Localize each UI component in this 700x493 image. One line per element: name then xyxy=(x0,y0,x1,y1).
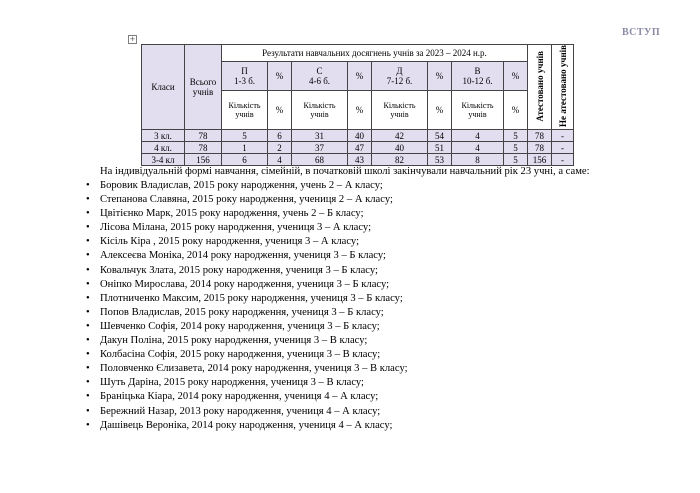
count-header: Кількість учнів xyxy=(452,91,504,130)
level-s-header: С 4-6 б. xyxy=(292,62,348,91)
count-header: Кількість учнів xyxy=(222,91,268,130)
value-cell: 1 xyxy=(222,142,268,154)
value-cell: 4 xyxy=(268,154,292,166)
list-item: • Лісова Мілана, 2015 року народження, учениця 3 – А класу; xyxy=(86,221,408,235)
value-cell: 47 xyxy=(348,142,372,154)
bullet-icon: • xyxy=(86,335,90,347)
list-item: • Шевченко Софія, 2014 року народження, учениця 3 – Б класу; xyxy=(86,320,408,334)
value-cell: - xyxy=(552,154,574,166)
list-item: • Колбасіна Софія, 2015 року народження, учениця 3 – В класу; xyxy=(86,348,408,362)
value-cell: 31 xyxy=(292,130,348,142)
list-item: • Плотниченко Максим, 2015 року народження, учениця 3 – Б класу; xyxy=(86,292,408,306)
class-cell: 4 кл. xyxy=(142,142,185,154)
list-item: • Шуть Даріна, 2015 року народження, учениця 3 – В класу; xyxy=(86,376,408,390)
pct-header: % xyxy=(348,91,372,130)
table-caption: Результати навчальних досягнень учнів за 2023 – 2024 н.р. xyxy=(222,45,528,62)
value-cell: 51 xyxy=(428,142,452,154)
list-item: • Половченко Єлизавета, 2014 року народження, учениця 3 – В класу; xyxy=(86,362,408,376)
level-v-header: В 10-12 б. xyxy=(452,62,504,91)
list-item: • Цвітієнко Марк, 2015 року народження, учень 2 – Б класу; xyxy=(86,207,408,221)
pct-header: % xyxy=(504,91,528,130)
pct-header: % xyxy=(428,62,452,91)
header-classes: Класи xyxy=(142,45,185,130)
results-table xyxy=(141,44,574,166)
list-item: • Степанова Славяна, 2015 року народження, учениця 2 – А класу; xyxy=(86,193,408,207)
header-not-certified: Не атестовано учнів xyxy=(552,45,574,130)
value-cell: 6 xyxy=(268,130,292,142)
list-item: • Попов Владислав, 2015 року народження, учениця 3 – Б класу; xyxy=(86,306,408,320)
total-cell: 78 xyxy=(185,142,222,154)
class-cell: 3 кл. xyxy=(142,130,185,142)
value-cell: 40 xyxy=(348,130,372,142)
bullet-icon: • xyxy=(86,292,90,304)
bullet-icon: • xyxy=(86,222,90,234)
list-item: • Браніцька Кіара, 2014 року народження, учениця 4 – А класу; xyxy=(86,390,408,404)
value-cell: 54 xyxy=(428,130,452,142)
bullet-icon: • xyxy=(86,236,90,248)
count-header: Кількість учнів xyxy=(372,91,428,130)
value-cell: 6 xyxy=(222,154,268,166)
header-total: Всього учнів xyxy=(185,45,222,130)
pct-header: % xyxy=(268,91,292,130)
value-cell: 68 xyxy=(292,154,348,166)
bullet-icon: • xyxy=(86,363,90,375)
value-cell: 5 xyxy=(504,130,528,142)
value-cell: 82 xyxy=(372,154,428,166)
list-item: • Дашівець Вероніка, 2014 року народження, учениця 4 – А класу; xyxy=(86,419,408,433)
value-cell: 78 xyxy=(528,130,552,142)
pct-header: % xyxy=(268,62,292,91)
bullet-icon: • xyxy=(86,208,90,220)
table-row xyxy=(142,142,574,154)
intro-paragraph: На індивідуальній формі навчання, сімейній, в початковій школі закінчували навчальний рік 23 учні, а саме: xyxy=(100,166,590,177)
value-cell: 5 xyxy=(504,142,528,154)
value-cell: 2 xyxy=(268,142,292,154)
student-list xyxy=(86,179,408,433)
pct-header: % xyxy=(504,62,528,91)
value-cell: - xyxy=(552,142,574,154)
bullet-icon: • xyxy=(86,349,90,361)
count-header: Кількість учнів xyxy=(292,91,348,130)
value-cell: 78 xyxy=(528,142,552,154)
bullet-icon: • xyxy=(86,391,90,403)
list-item: • Бережний Назар, 2013 року народження, учениця 4 – А класу; xyxy=(86,405,408,419)
bullet-icon: • xyxy=(86,250,90,262)
value-cell: 5 xyxy=(222,130,268,142)
list-item: • Кісіль Кіра , 2015 року народження, учениця 3 – А класу; xyxy=(86,235,408,249)
pct-header: % xyxy=(348,62,372,91)
bullet-icon: • xyxy=(86,306,90,318)
bullet-icon: • xyxy=(86,419,90,431)
section-header: ВСТУП xyxy=(622,27,661,38)
bullet-icon: • xyxy=(86,264,90,276)
value-cell: 40 xyxy=(372,142,428,154)
value-cell: 42 xyxy=(372,130,428,142)
table-row xyxy=(142,154,574,166)
table-move-handle-icon[interactable]: + xyxy=(129,35,136,43)
bullet-icon: • xyxy=(86,320,90,332)
total-cell: 156 xyxy=(185,154,222,166)
value-cell: 4 xyxy=(452,130,504,142)
header-certified: Атестовано учнів xyxy=(528,45,552,130)
level-d-header: Д 7-12 б. xyxy=(372,62,428,91)
list-item: • Дакун Поліна, 2015 року народження, учениця 3 – В класу; xyxy=(86,334,408,348)
value-cell: 43 xyxy=(348,154,372,166)
value-cell: 8 xyxy=(452,154,504,166)
value-cell: 4 xyxy=(452,142,504,154)
class-cell: 3-4 кл xyxy=(142,154,185,166)
list-item: • Ковальчук Злата, 2015 року народження, учениця 3 – Б класу; xyxy=(86,264,408,278)
value-cell: 53 xyxy=(428,154,452,166)
list-item: • Боровик Владислав, 2015 року народження, учень 2 – А класу; xyxy=(86,179,408,193)
total-cell: 78 xyxy=(185,130,222,142)
table-row xyxy=(142,130,574,142)
bullet-icon: • xyxy=(86,377,90,389)
bullet-icon: • xyxy=(86,194,90,206)
value-cell: 37 xyxy=(292,142,348,154)
bullet-icon: • xyxy=(86,278,90,290)
list-item: • Оніпко Мирослава, 2014 року народження, учениця 3 – Б класу; xyxy=(86,278,408,292)
pct-header: % xyxy=(428,91,452,130)
list-item: • Алексеєва Моніка, 2014 року народження, учениця 3 – Б класу; xyxy=(86,249,408,263)
value-cell: 5 xyxy=(504,154,528,166)
value-cell: 156 xyxy=(528,154,552,166)
bullet-icon: • xyxy=(86,405,90,417)
level-p-header: П 1-3 б. xyxy=(222,62,268,91)
bullet-icon: • xyxy=(86,180,90,191)
value-cell: - xyxy=(552,130,574,142)
